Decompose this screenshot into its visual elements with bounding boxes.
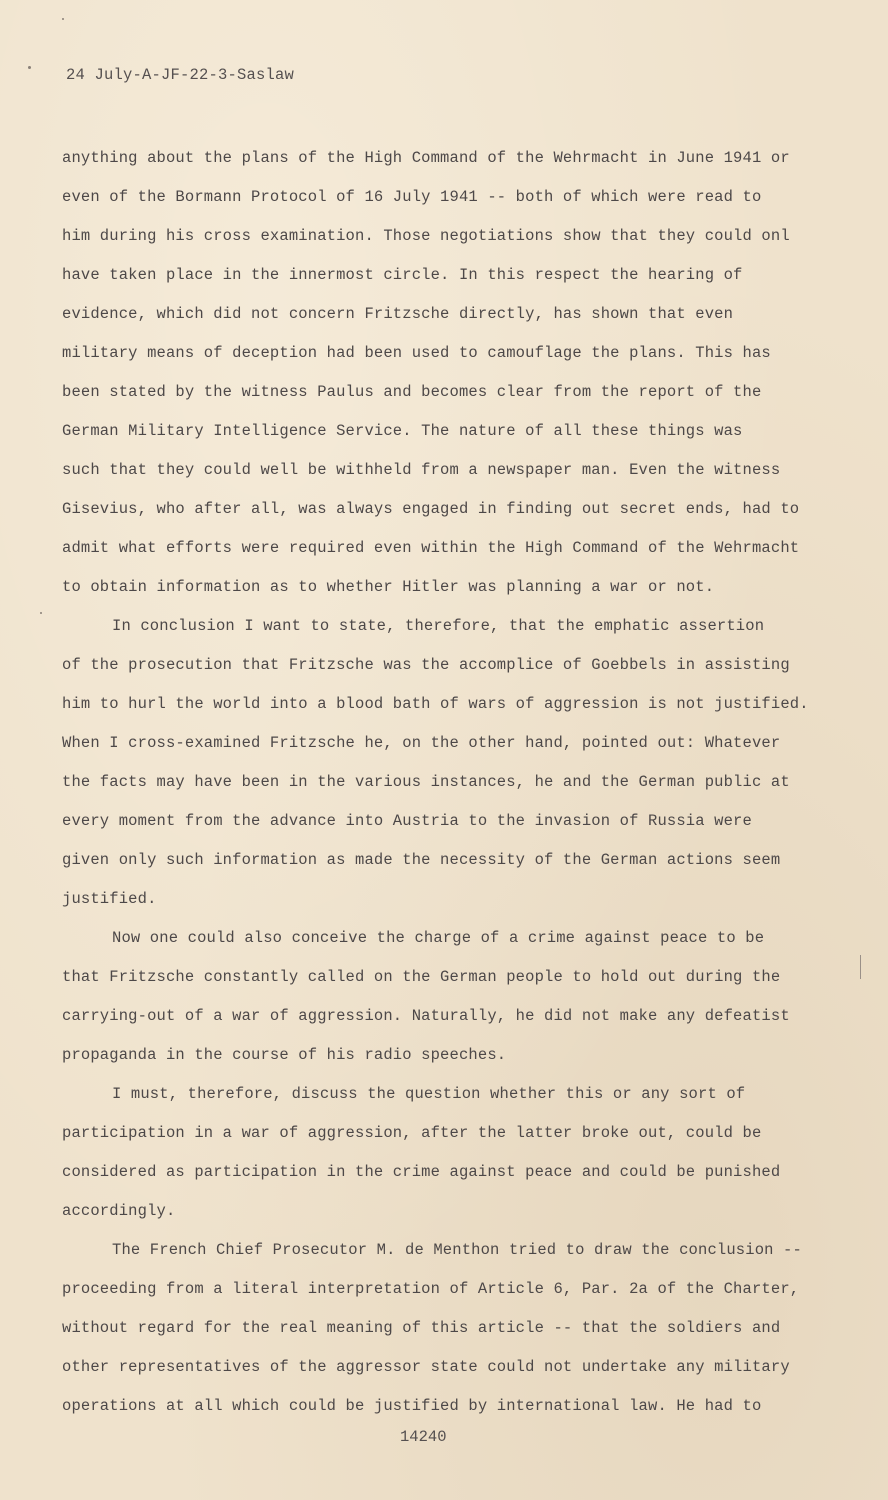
margin-mark xyxy=(860,955,861,979)
text-line: even of the Bormann Protocol of 16 July 1941 -- both of which were read to xyxy=(62,188,762,206)
paragraph-start: The French Chief Prosecutor M. de Menthon tried to draw the conclusion -- xyxy=(112,1241,802,1259)
text-line: operations at all which could be justified by international law. He had to xyxy=(62,1397,762,1415)
paragraph-start: I must, therefore, discuss the question whether this or any sort of xyxy=(112,1085,746,1103)
text-line: When I cross-examined Fritzsche he, on the other hand, pointed out: Whatever xyxy=(62,734,781,752)
text-line: to obtain information as to whether Hitler was planning a war or not. xyxy=(62,578,715,596)
text-line: other representatives of the aggressor state could not undertake any military xyxy=(62,1358,790,1376)
text-line: justified. xyxy=(62,890,157,908)
text-line: of the prosecution that Fritzsche was the accomplice of Goebbels in assisting xyxy=(62,656,790,674)
text-line: admit what efforts were required even within the High Command of the Wehrmacht xyxy=(62,539,800,557)
text-line: given only such information as made the necessity of the German actions seem xyxy=(62,851,781,869)
page-header: 24 July-A-JF-22-3-Saslaw xyxy=(66,66,295,84)
page-number: 14240 xyxy=(400,1428,447,1446)
paper-speck xyxy=(62,18,64,20)
text-line: the facts may have been in the various instances, he and the German public at xyxy=(62,773,790,791)
text-line: considered as participation in the crime against peace and could be punished xyxy=(62,1163,781,1181)
text-line: military means of deception had been used to camouflage the plans. This has xyxy=(62,344,771,362)
text-line: carrying-out of a war of aggression. Naturally, he did not make any defeatist xyxy=(62,1007,790,1025)
text-line: anything about the plans of the High Command of the Wehrmacht in June 1941 or xyxy=(62,149,790,167)
text-line: propaganda in the course of his radio speeches. xyxy=(62,1046,507,1064)
text-line: him during his cross examination. Those negotiations show that they could onl xyxy=(62,227,790,245)
text-line: that Fritzsche constantly called on the German people to hold out during the xyxy=(62,968,781,986)
text-line: without regard for the real meaning of this article -- that the soldiers and xyxy=(62,1319,781,1337)
text-line: him to hurl the world into a blood bath of wars of aggression is not justified. xyxy=(62,695,809,713)
text-line: participation in a war of aggression, after the latter broke out, could be xyxy=(62,1124,762,1142)
text-line: accordingly. xyxy=(62,1202,176,1220)
paper-speck xyxy=(40,612,42,614)
text-line: such that they could well be withheld from a newspaper man. Even the witness xyxy=(62,461,781,479)
text-line: proceeding from a literal interpretation of Article 6, Par. 2a of the Charter, xyxy=(62,1280,800,1298)
text-line: evidence, which did not concern Fritzsche directly, has shown that even xyxy=(62,305,734,323)
text-line: have taken place in the innermost circle. In this respect the hearing of xyxy=(62,266,743,284)
text-line: been stated by the witness Paulus and becomes clear from the report of the xyxy=(62,383,762,401)
text-line: every moment from the advance into Austria to the invasion of Russia were xyxy=(62,812,752,830)
paragraph-start: Now one could also conceive the charge of a crime against peace to be xyxy=(112,929,765,947)
paper-speck xyxy=(28,66,31,69)
text-line: Gisevius, who after all, was always engaged in finding out secret ends, had to xyxy=(62,500,800,518)
body-text xyxy=(62,145,832,1432)
paragraph-start: In conclusion I want to state, therefore, that the emphatic assertion xyxy=(112,617,765,635)
text-line: German Military Intelligence Service. The nature of all these things was xyxy=(62,422,743,440)
